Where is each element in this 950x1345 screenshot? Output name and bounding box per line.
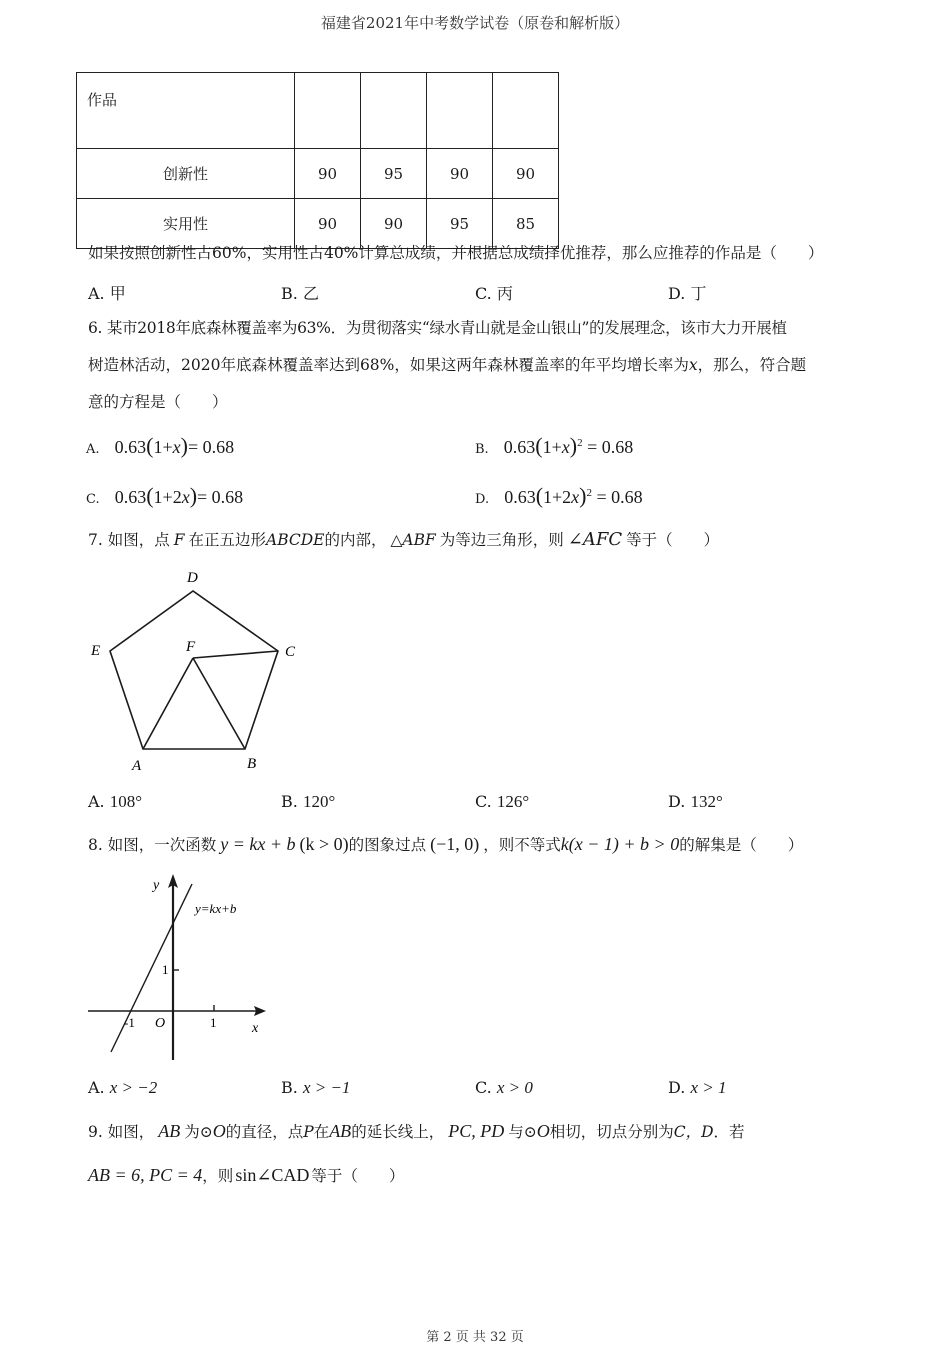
table-row (77, 73, 559, 149)
q7-text: 7. 如图，点 (88, 531, 170, 549)
q8-inequality: k(x − 1) + b > 0 (560, 834, 680, 854)
q6-stem-line2 (88, 355, 806, 375)
label-a: A (132, 758, 142, 774)
q9-text: 的延长线上， (351, 1123, 445, 1141)
option-letter: C. (475, 1078, 492, 1097)
q9-var: AB (329, 1121, 352, 1141)
page-header: 福建省2021年中考数学试卷（原卷和解析版） (320, 14, 630, 32)
q8-option-d[interactable] (668, 1078, 726, 1098)
q6-option-b[interactable] (475, 433, 633, 459)
option-letter: B. (475, 442, 489, 457)
eq-coef: 0.63 (504, 487, 536, 507)
q7-text: 在正五边形 (188, 531, 266, 549)
q9-condition: AB = 6, PC = 4 (88, 1165, 203, 1185)
label-d: D (187, 570, 198, 586)
table-cell: 90 (427, 149, 493, 199)
option-letter: A. (88, 284, 105, 303)
table-cell (493, 73, 559, 149)
option-letter: B. (281, 284, 298, 303)
eq-rhs: = 0.68 (596, 487, 643, 507)
option-letter: A. (88, 1078, 105, 1097)
eq-rhs: = 0.68 (197, 487, 244, 507)
q9-var: P (303, 1123, 314, 1141)
eq-var: x (561, 437, 570, 457)
q6-line2-tail: ，那么，符合题 (697, 356, 807, 374)
q8-option-c[interactable] (475, 1078, 533, 1098)
q6-stem-line3: 意的方程是（ ） (88, 393, 228, 411)
q9-var: PC, PD (448, 1121, 505, 1141)
segment-bf (193, 658, 245, 749)
eq-var: x (571, 487, 580, 507)
q5-stem: 如果按照创新性占60%，实用性占40%计算总成绩，并根据总成绩择优推荐，那么应推荐的作品是（ ） (88, 244, 824, 262)
option-letter: D. (668, 284, 686, 303)
q7-var: F (173, 531, 185, 549)
pentagon-figure (80, 565, 320, 780)
q7-var: ∠AFC (567, 529, 623, 550)
q9-var: O (536, 1121, 550, 1141)
q8-option-b[interactable] (281, 1078, 350, 1098)
option-text: x > 0 (496, 1078, 533, 1097)
pentagon-shape (110, 591, 278, 749)
row-label: 实用性 (77, 199, 295, 249)
option-equation: 0.63(1+2x)= 0.68 (114, 483, 244, 508)
q9-text: 相切，切点分别为 (549, 1123, 674, 1141)
table-cell (295, 73, 361, 149)
q9-text: ，则 (202, 1167, 234, 1185)
origin-label: O (155, 1016, 166, 1031)
x-one-label: 1 (210, 1015, 217, 1030)
q7-stem (88, 530, 719, 550)
option-text: x > −2 (109, 1078, 158, 1097)
q6-line2-text: 树造林活动，2020年底森林覆盖率达到68%，如果这两年森林覆盖率的年平均增长率为 (88, 356, 689, 374)
eq-coef: 0.63 (503, 437, 536, 457)
eq-rhs: = 0.68 (187, 437, 235, 457)
row-label: 创新性 (77, 149, 295, 199)
segment-af (143, 658, 193, 749)
q9-text: 在 (313, 1123, 330, 1141)
q6-option-c[interactable] (86, 483, 243, 509)
option-letter: D. (668, 1078, 686, 1097)
y-one-label: 1 (162, 962, 169, 977)
x-axis-label: x (252, 1021, 259, 1036)
q9-stem-line2 (88, 1165, 404, 1186)
option-text: x > −1 (302, 1078, 351, 1097)
table-cell (361, 73, 427, 149)
q7-var: △ABF (390, 531, 436, 549)
option-letter: A. (88, 792, 105, 811)
table-cell: 95 (361, 149, 427, 199)
q8-function: y = kx + b (220, 834, 296, 854)
q8-text: 的解集是（ ） (679, 836, 804, 854)
q8-text: ，则不等式 (483, 836, 561, 854)
q5-option-c[interactable] (475, 281, 513, 304)
option-letter: D. (475, 492, 490, 507)
option-letter: B. (281, 1078, 298, 1097)
table-cell: 95 (427, 199, 493, 249)
option-letter: C. (86, 492, 100, 507)
option-text: 132° (690, 792, 723, 811)
option-text: 乙 (302, 284, 319, 303)
table-row (77, 149, 559, 199)
q7-option-d[interactable] (668, 792, 723, 812)
option-equation: $0.63(1+2x)^2 = 0.68$ (504, 483, 643, 508)
q9-sin-expression: sin∠CAD (235, 1165, 310, 1185)
table-cell: 90 (361, 199, 427, 249)
y-axis-label: y (153, 878, 160, 893)
q5-option-b[interactable] (281, 281, 319, 304)
label-e: E (91, 643, 101, 659)
eq-power: 2 (577, 437, 583, 449)
q9-text: ．若 (713, 1123, 745, 1141)
table-cell: 85 (493, 199, 559, 249)
eq-var: x (181, 487, 190, 507)
option-letter: B. (281, 792, 298, 811)
eq-rhs: = 0.68 (587, 437, 634, 457)
option-text: x > 1 (690, 1078, 727, 1097)
eq-var: x (172, 437, 181, 457)
option-text: 126° (496, 792, 530, 811)
eq-inner: 1+ (542, 437, 562, 457)
table-cell (427, 73, 493, 149)
table-cell: 90 (295, 149, 361, 199)
q9-var: O (212, 1121, 226, 1141)
eq-coef: 0.63 (114, 487, 147, 507)
option-letter: D. (668, 792, 686, 811)
q8-text: 8. 如图，一次函数 (88, 836, 217, 854)
q7-option-a[interactable] (88, 792, 142, 812)
q9-var: C，D (673, 1123, 714, 1141)
table-head-cell: 作品 (77, 73, 295, 149)
page-footer: 第 2 页 共 32 页 (426, 1330, 524, 1345)
table-row (77, 199, 559, 249)
score-table (76, 72, 559, 249)
label-c: C (285, 644, 296, 660)
table-cell: 90 (493, 149, 559, 199)
option-text: 丙 (496, 284, 513, 303)
option-text: 108° (109, 792, 143, 811)
q6-variable: x (688, 356, 698, 374)
segment-fc (193, 651, 278, 658)
eq-inner: 1+2 (153, 487, 182, 507)
option-letter: C. (475, 792, 492, 811)
q8-point: (−1, 0) (430, 834, 480, 854)
eq-inner: 1+ (153, 437, 173, 457)
option-text: 甲 (109, 284, 126, 303)
q9-text: 等于（ ） (311, 1167, 405, 1185)
option-letter: C. (475, 284, 492, 303)
label-f: F (186, 639, 196, 655)
q7-var: ABCDE (266, 531, 325, 549)
option-equation: $0.63(1+x)^2 = 0.68$ (503, 433, 634, 458)
option-letter: A. (86, 442, 100, 457)
q6-stem-line1: 6. 某市2018年底森林覆盖率为63%．为贯彻落实“绿水青山就是金山银山”的发展理念，该市大力开展植 (88, 319, 787, 337)
eq-power: 2 (586, 487, 592, 499)
q9-text: 的直径，点 (225, 1123, 304, 1141)
q5-option-a[interactable] (88, 281, 126, 304)
q6-option-d[interactable] (475, 483, 643, 509)
option-text: 120° (302, 792, 336, 811)
q7-option-c[interactable] (475, 792, 529, 812)
option-equation: 0.63(1+x)= 0.68 (114, 433, 235, 458)
eq-inner: 1+2 (543, 487, 572, 507)
q9-stem-line1 (88, 1121, 745, 1142)
q9-text: 为⊙ (184, 1123, 213, 1141)
q7-text: 为等边三角形，则 (439, 531, 564, 549)
eq-coef: 0.63 (114, 437, 147, 457)
label-b: B (247, 756, 257, 772)
q7-option-b[interactable] (281, 792, 335, 812)
neg-one-label: -1 (124, 1015, 135, 1030)
q8-stem (88, 834, 803, 855)
q5-option-d[interactable] (668, 281, 706, 304)
q9-text: 9. 如图， (88, 1123, 155, 1141)
q9-text: 与⊙ (508, 1123, 537, 1141)
q8-option-a[interactable] (88, 1078, 157, 1098)
table-cell: 90 (295, 199, 361, 249)
q8-condition: (k > 0) (299, 834, 349, 854)
option-text: 丁 (690, 284, 707, 303)
q6-option-a[interactable] (86, 433, 234, 459)
line-label: y=kx+b (195, 901, 237, 916)
q7-text: 的内部， (324, 531, 387, 549)
linear-function-graph (80, 868, 280, 1068)
q7-text: 等于（ ） (626, 531, 720, 549)
q9-var: AB (158, 1121, 181, 1141)
q8-text: 的图象过点 (348, 836, 427, 854)
